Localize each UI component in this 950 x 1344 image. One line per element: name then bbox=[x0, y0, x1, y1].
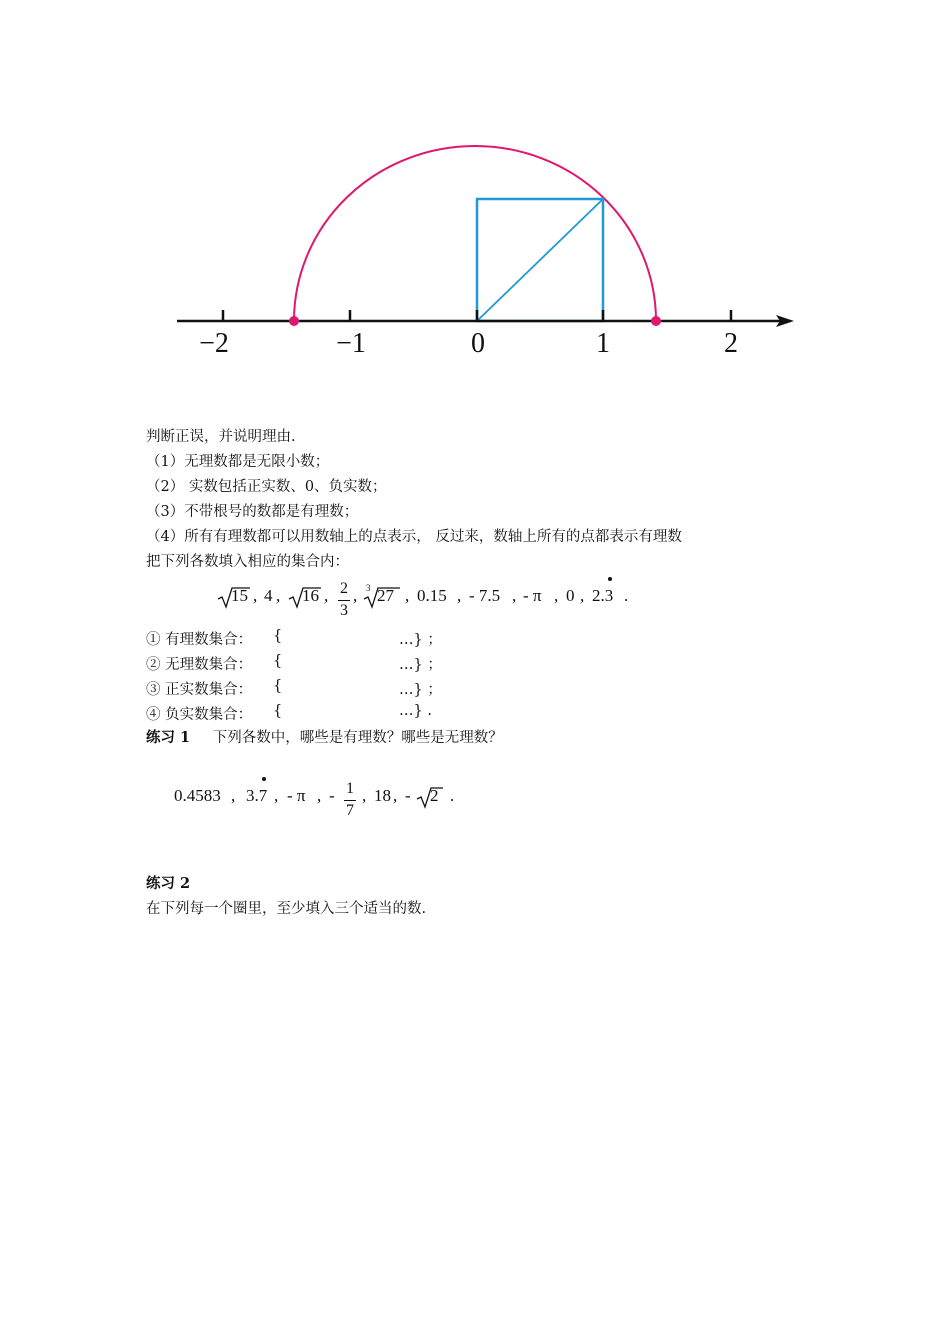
set-open-brace: { bbox=[273, 628, 283, 644]
separator: , bbox=[276, 586, 281, 605]
separator: , bbox=[512, 586, 517, 605]
repeating-decimal-3-7: 3.7 bbox=[246, 786, 268, 805]
tick-label-2: 2 bbox=[724, 328, 738, 359]
fraction-bar bbox=[338, 600, 350, 601]
radicand-15: 15 bbox=[231, 586, 248, 605]
separator: , bbox=[393, 786, 398, 805]
number-4: 4 bbox=[264, 586, 273, 605]
set-label: ④ 负实数集合： bbox=[146, 707, 253, 723]
fraction-numerator: 1 bbox=[346, 780, 354, 797]
set-close-brace: …} ； bbox=[399, 632, 442, 648]
separator: , bbox=[457, 586, 462, 605]
cube-root-index: 3 bbox=[366, 583, 371, 593]
statement-4: （4）所有有理数都可以用数轴上的点表示， 反过来，数轴上所有的点都表示有理数 bbox=[146, 529, 682, 545]
separator: , bbox=[405, 586, 410, 605]
fraction-numerator: 2 bbox=[340, 580, 348, 597]
set-label: ③ 正实数集合： bbox=[146, 682, 253, 698]
tick-label-1: 1 bbox=[596, 328, 610, 359]
set-close-brace: …} ； bbox=[399, 657, 442, 673]
exercise-1-title: 练习 1 bbox=[146, 729, 191, 746]
exercise-1-numbers bbox=[0, 780, 950, 826]
fraction-bar bbox=[344, 800, 356, 801]
exercise-2-question: 在下列每一个圈里，至少填入三个适当的数. bbox=[146, 901, 427, 917]
radicand-2: 2 bbox=[430, 786, 439, 805]
repeating-decimal-2-3: 2.3 bbox=[592, 586, 614, 605]
numbers-to-classify bbox=[0, 580, 950, 626]
exercise-1-block bbox=[146, 728, 503, 748]
set-open-brace: { bbox=[273, 653, 283, 669]
statement-2: （2） 实数包括正实数、0、负实数； bbox=[146, 479, 387, 495]
point-sqrt2 bbox=[651, 316, 661, 326]
fraction-denominator: 7 bbox=[346, 802, 354, 819]
separator: , bbox=[554, 586, 559, 605]
number-neg-pi: - π bbox=[287, 786, 306, 805]
exercise-1-question: 下列各数中，哪些是有理数？哪些是无理数？ bbox=[212, 730, 503, 746]
statement-1: （1）无理数都是无限小数； bbox=[146, 454, 330, 470]
instruction-judge: 判断正误，并说明理由. bbox=[146, 429, 296, 445]
set-label: ① 有理数集合： bbox=[146, 632, 253, 648]
period: . bbox=[450, 786, 455, 805]
separator: , bbox=[580, 586, 585, 605]
radicand-16: 16 bbox=[302, 586, 319, 605]
repeating-dot bbox=[262, 777, 266, 781]
set-irrational bbox=[146, 653, 442, 674]
repeating-dot bbox=[608, 577, 612, 581]
set-close-brace: …} . bbox=[399, 703, 432, 719]
number-neg-pi: - π bbox=[523, 586, 542, 605]
radicand-27: 27 bbox=[377, 586, 394, 605]
fraction-denominator: 3 bbox=[340, 602, 348, 619]
separator: , bbox=[231, 786, 236, 805]
set-positive-real bbox=[146, 678, 442, 699]
point-neg-sqrt2 bbox=[289, 316, 299, 326]
set-open-brace: { bbox=[273, 678, 283, 694]
tick-label-0: 0 bbox=[471, 328, 485, 359]
semicircle-arc bbox=[294, 146, 656, 321]
separator: , bbox=[317, 786, 322, 805]
number-line-figure bbox=[0, 0, 950, 380]
set-close-brace: …} ； bbox=[399, 682, 442, 698]
number-neg-7-5: - 7.5 bbox=[469, 586, 501, 605]
statement-3: （3）不带根号的数都是有理数； bbox=[146, 504, 359, 520]
minus-sign: - bbox=[405, 786, 411, 805]
exercise-2-title: 练习 2 bbox=[146, 875, 191, 892]
tick-label-neg1: −1 bbox=[336, 328, 366, 359]
period: . bbox=[624, 586, 629, 605]
number-18: 18 bbox=[374, 786, 391, 805]
number-0: 0 bbox=[566, 586, 575, 605]
minus-sign: - bbox=[329, 786, 335, 805]
separator: , bbox=[274, 786, 279, 805]
separator: , bbox=[253, 586, 258, 605]
number-0-15: 0.15 bbox=[417, 586, 447, 605]
square-diagonal bbox=[477, 199, 603, 321]
separator: , bbox=[362, 786, 367, 805]
separator: , bbox=[353, 586, 358, 605]
number-0-4583: 0.4583 bbox=[174, 786, 221, 805]
set-rational bbox=[146, 628, 442, 649]
set-label: ② 无理数集合： bbox=[146, 657, 253, 673]
tick-label-neg2: −2 bbox=[199, 328, 229, 359]
instruction-fill-sets: 把下列各数填入相应的集合内： bbox=[146, 554, 349, 570]
separator: , bbox=[324, 586, 329, 605]
set-negative-real bbox=[146, 703, 432, 724]
set-open-brace: { bbox=[273, 703, 283, 719]
